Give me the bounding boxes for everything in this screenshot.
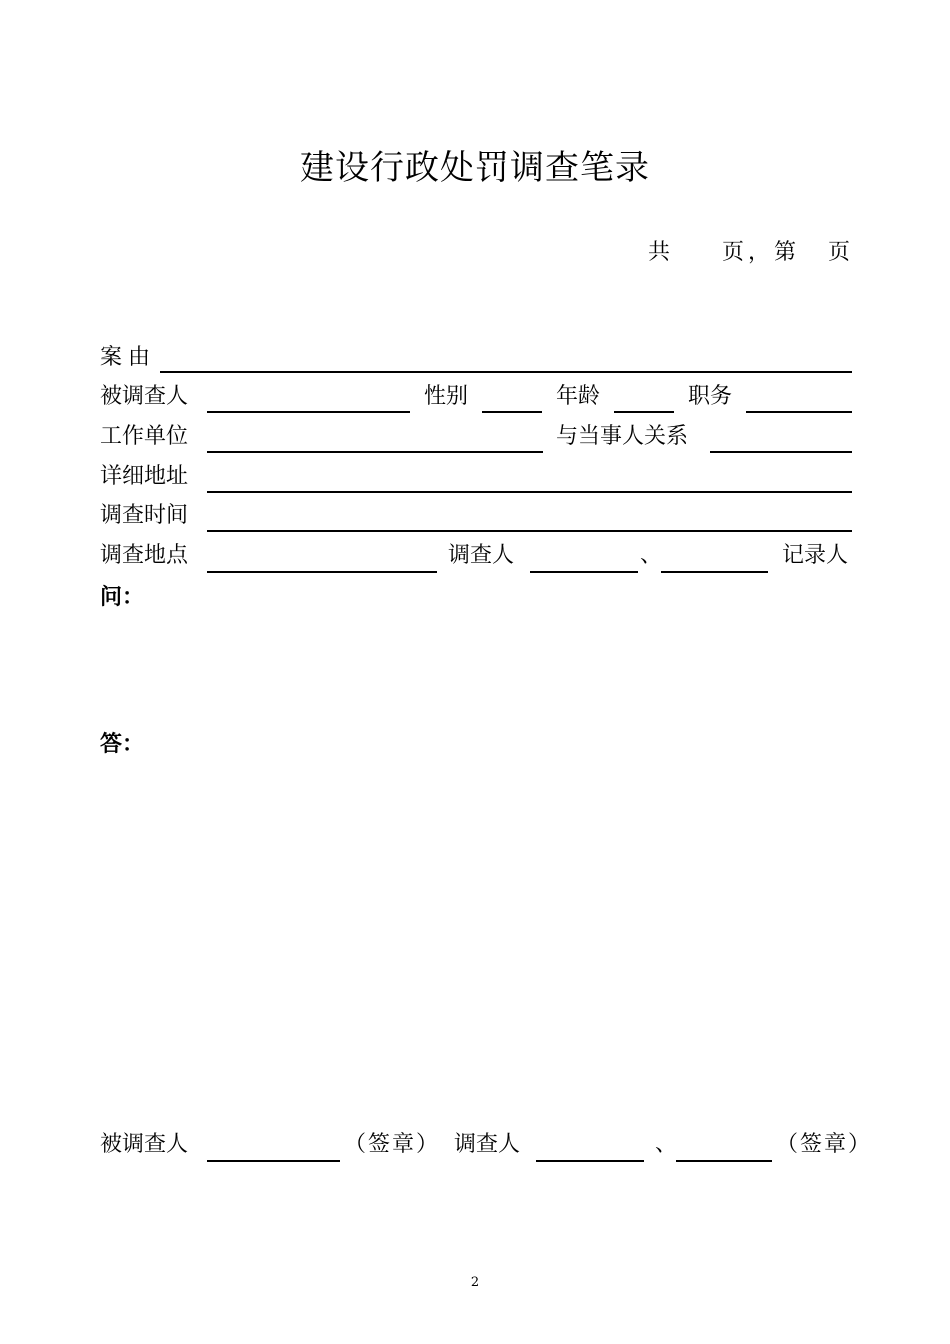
case-reason-label: 案由	[100, 345, 157, 370]
signature-seal-2: （签章）	[776, 1132, 873, 1157]
respondent-label: 被调查人	[100, 384, 189, 409]
answer-label: 答：	[100, 731, 145, 757]
page-number: 2	[470, 1275, 480, 1290]
page-total-prefix: 共	[648, 240, 671, 265]
respondent-line[interactable]	[207, 411, 410, 413]
investigator-separator: 、	[640, 543, 663, 568]
investigator-line-1[interactable]	[530, 571, 638, 573]
signature-respondent-label: 被调查人	[100, 1132, 189, 1157]
page-current-suffix: 页	[828, 240, 851, 265]
address-line[interactable]	[207, 491, 852, 493]
question-label: 问：	[100, 584, 145, 610]
investigator-label: 调查人	[448, 543, 515, 568]
signature-separator: 、	[655, 1132, 678, 1157]
position-label: 职务	[688, 384, 733, 409]
gender-line[interactable]	[482, 411, 542, 413]
place-line[interactable]	[207, 571, 437, 573]
relation-label: 与当事人关系	[556, 424, 689, 449]
signature-investigator-line-1[interactable]	[536, 1160, 644, 1162]
signature-investigator-line-2[interactable]	[676, 1160, 772, 1162]
time-label: 调查时间	[100, 503, 189, 528]
case-reason-line[interactable]	[160, 371, 852, 373]
relation-line[interactable]	[710, 451, 852, 453]
work-unit-label: 工作单位	[100, 424, 189, 449]
signature-respondent-line[interactable]	[207, 1160, 340, 1162]
address-label: 详细地址	[100, 464, 189, 489]
work-unit-line[interactable]	[207, 451, 543, 453]
age-line[interactable]	[614, 411, 674, 413]
investigator-line-2[interactable]	[661, 571, 768, 573]
place-label: 调查地点	[100, 543, 189, 568]
gender-label: 性别	[424, 384, 469, 409]
signature-investigator-label: 调查人	[454, 1132, 521, 1157]
position-line[interactable]	[746, 411, 852, 413]
recorder-label: 记录人	[782, 543, 849, 568]
signature-seal-1: （签章）	[344, 1132, 441, 1157]
page-total-suffix: 页，第	[722, 240, 801, 265]
document-title: 建设行政处罚调查笔录	[300, 148, 650, 188]
time-line[interactable]	[207, 530, 852, 532]
age-label: 年龄	[556, 384, 601, 409]
